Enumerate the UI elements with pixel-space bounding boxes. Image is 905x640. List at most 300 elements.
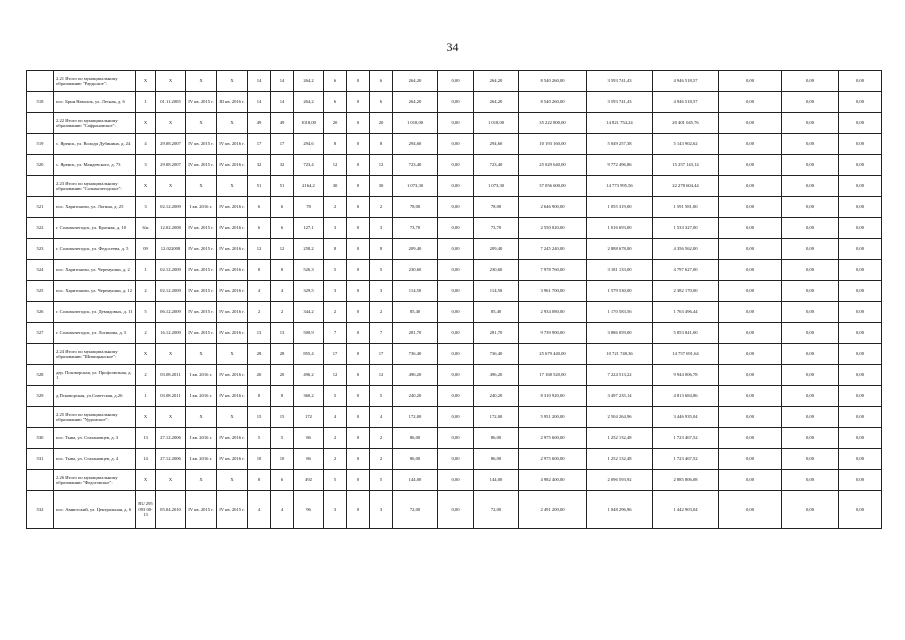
table-cell: 20 [370,113,393,134]
table-cell: 8 310 920,00 [519,386,587,407]
table-cell: 0,00 [438,344,474,365]
subtotal-row [27,176,882,197]
table-cell: 86,00 [393,428,438,449]
table-cell: 736,40 [393,344,438,365]
table-cell: 02.12.2009 [156,197,186,218]
table-cell: 4 946 518,57 [653,71,719,92]
table-cell: 5 951 200,00 [519,407,587,428]
table-cell: 01.11.2005 [156,92,186,113]
table-cell: 0,00 [719,92,782,113]
table-cell: 294,6 [294,134,324,155]
table-cell: 723,40 [393,155,438,176]
table-cell: 526 [27,302,54,323]
table-cell: I кв. 2016 г. [186,428,217,449]
table-row [27,218,882,239]
table-cell [27,71,54,92]
table-cell: 0,00 [438,176,474,197]
table-cell: 0,00 [438,113,474,134]
table-cell: 7 224 513,22 [587,365,653,386]
table-cell: 1 [136,92,156,113]
table-cell: 0,00 [782,428,839,449]
table-cell: 4 [324,407,347,428]
table-cell: 281,70 [393,323,438,344]
table-cell: 0,00 [782,92,839,113]
table-cell: 520 [27,155,54,176]
address-cell: с. Яренск, ул. Мандевского, д. 73 [54,155,136,176]
table-cell: 0 [347,491,370,529]
table-cell: 0,00 [782,449,839,470]
table-cell: X [136,176,156,197]
table-cell: 230,60 [474,260,519,281]
table-cell: 258,2 [294,239,324,260]
table-cell: 49 [248,113,271,134]
table-cell: 13 [248,323,271,344]
table-cell: 531 [27,449,54,470]
table-cell: 2 888 678,00 [587,239,653,260]
table-cell: 5 [324,470,347,491]
table-cell: X [186,113,217,134]
table-cell: 1 252 132,48 [587,428,653,449]
table-cell: 0,00 [719,260,782,281]
table-row [27,323,882,344]
table-cell: 14 [248,92,271,113]
table-cell: X [156,344,186,365]
table-cell: 5 [248,428,271,449]
table-cell: RU 295 093 00-13 [136,491,156,529]
address-cell: 2.23 Итого по муниципальному образованию "Сольвычегодское": [54,176,136,197]
table-cell: 9 772 496,86 [587,155,653,176]
table-cell: 4 [271,281,294,302]
table-cell: 0,00 [719,428,782,449]
table-cell: 0,00 [839,344,882,365]
table-cell: 17 [370,344,393,365]
table-cell: 496,20 [474,365,519,386]
table-cell: X [136,344,156,365]
table-cell: 8 [271,260,294,281]
table-cell: 1 442 903,04 [653,491,719,529]
table-cell: 0 [347,281,370,302]
table-cell: 2 [370,302,393,323]
table-cell: 3 [370,281,393,302]
table-cell: 30 [370,176,393,197]
table-cell: 72,00 [393,491,438,529]
table-cell: 32 [271,155,294,176]
table-cell: 35 222 800,00 [519,113,587,134]
table-cell: 0,00 [719,449,782,470]
table-cell: 14 [271,71,294,92]
table-cell: 521 [27,197,54,218]
table-cell: 0,00 [719,302,782,323]
table-cell: X [156,407,186,428]
table-cell: 28 [248,344,271,365]
table-cell: 329,5 [294,281,324,302]
table-cell: X [217,470,248,491]
table-cell: 528 [27,365,54,386]
table-cell: 0 [347,323,370,344]
table-cell [27,113,54,134]
table-cell: X [156,71,186,92]
table-cell: X [136,407,156,428]
table-cell: 2 [248,302,271,323]
table-cell: 4 [136,134,156,155]
table-cell: 0 [347,386,370,407]
table-cell: 32 [248,155,271,176]
table-cell: 240,20 [393,386,438,407]
table-cell: 230,60 [393,260,438,281]
table-cell: 29.08.2007 [156,134,186,155]
table-cell: X [217,407,248,428]
address-cell: г. Сольвычегодск, ул. Федосеева, д. 5 [54,239,136,260]
table-cell [27,470,54,491]
table-cell: 85,40 [474,302,519,323]
table-cell: X [186,71,217,92]
table-cell: 1 018,00 [474,113,519,134]
table-cell: 0,00 [438,428,474,449]
table-cell: 6 [370,71,393,92]
table-cell: 12 [370,365,393,386]
table-cell: X [186,344,217,365]
table-cell: 0,00 [839,428,882,449]
address-cell: пос. Харитоново, ул. Черемушки, д. 2 [54,260,136,281]
table-cell: 1 [136,386,156,407]
table-cell: 114,50 [393,281,438,302]
table-cell: 0,00 [438,302,474,323]
page-number: 34 [446,40,459,54]
table-cell: 25 679 440,00 [519,344,587,365]
table-cell: 8 [370,239,393,260]
table-cell: 12.02.2008 [156,218,186,239]
table-cell: 527 [27,323,54,344]
table-cell: 1 016 693,00 [587,218,653,239]
table-cell: 2 [370,449,393,470]
table-cell: 522 [27,218,54,239]
table-cell: 518 [27,92,54,113]
table-cell: 3 886 059,00 [587,323,653,344]
table-cell: 2 [136,281,156,302]
table-cell: 0,00 [839,386,882,407]
table-cell: 12 [324,365,347,386]
table-cell: 78,00 [474,197,519,218]
table-cell: IV кв. 2015 г. [186,281,217,302]
table-cell: III кв. 2016 г. [217,92,248,113]
table-cell: IV кв. 2015 г. [186,302,217,323]
address-cell: г. Сольвычегодск, ул. Красная, д. 10 [54,218,136,239]
table-cell: IV кв. 2016 г. [217,155,248,176]
table-cell: 8 [248,386,271,407]
table-row [27,260,882,281]
table-cell: 1 533 327,00 [653,218,719,239]
table-cell: 0,00 [839,92,882,113]
table-cell: IV кв. 2015 г. [186,239,217,260]
table-cell: 492 [294,470,324,491]
table-cell: 5 [370,470,393,491]
table-cell: 0,00 [438,470,474,491]
table-cell: 20 401 045,76 [653,113,719,134]
table-cell: 526,3 [294,260,324,281]
table-cell: 4 813 684,86 [653,386,719,407]
table-cell: 1 591 581,00 [653,197,719,218]
table-cell: 20 [248,365,271,386]
table-cell: 532 [27,491,54,529]
table-row [27,281,882,302]
table-cell: 5 143 902,62 [653,134,719,155]
table-cell: 25 029 640,00 [519,155,587,176]
table-cell: 264,20 [393,92,438,113]
table-cell: 0 [347,260,370,281]
table-cell: X [217,71,248,92]
table-cell: 86 [294,449,324,470]
table-cell: 30 [324,176,347,197]
table-cell: 0,00 [782,344,839,365]
table-row [27,197,882,218]
table-cell: 2 [370,197,393,218]
table-cell: 0,00 [438,365,474,386]
table-cell: 49 [271,113,294,134]
table-cell: 20 [271,365,294,386]
table-cell: X [136,470,156,491]
table-cell: IV кв. 2016 г. [217,134,248,155]
table-cell: 144,00 [474,470,519,491]
table-cell: 1 048 296,96 [587,491,653,529]
table-cell: 7 [324,323,347,344]
table-cell: 0,00 [719,134,782,155]
table-cell: 2 [324,449,347,470]
address-cell: д.Псковорская, ул.Советская, д.26 [54,386,136,407]
table-cell: 20 [324,113,347,134]
table-cell: 0,00 [782,176,839,197]
table-cell: 6 [370,92,393,113]
table-cell: 0,00 [438,134,474,155]
table-cell: 0 [347,344,370,365]
table-cell: 4 356 562,00 [653,239,719,260]
table-cell: 0,00 [839,239,882,260]
table-cell: 51 [248,176,271,197]
table-cell: IV кв. 2016 г. [217,365,248,386]
address-cell: г. Сольвычегодск, ул. Логинова, д. 5 [54,323,136,344]
table-cell: 0,00 [719,155,782,176]
table-cell: 2 491 200,00 [519,491,587,529]
table-cell: 0,00 [719,323,782,344]
table-cell: I кв. 2016 г. [186,386,217,407]
address-cell: 2.21 Итого по муниципальному образованию "Раудьское": [54,71,136,92]
table-cell: 27.12.2006 [156,428,186,449]
table-cell: 2 550 020,00 [519,218,587,239]
table-cell: 05.04.2010 [156,491,186,529]
table-cell: 5 [370,260,393,281]
table-cell: 264,20 [393,71,438,92]
table-cell: 0,00 [782,407,839,428]
table-cell: 16.12.2009 [156,323,186,344]
table-cell: 10 193 160,00 [519,134,587,155]
address-cell: 2.25 Итого по муниципальному образованию "Урдомское": [54,407,136,428]
table-cell: X [156,113,186,134]
table-cell: 0,00 [438,386,474,407]
subtotal-row [27,113,882,134]
table-cell: 7 978 760,00 [519,260,587,281]
table-cell: IV кв. 2016 г. [217,449,248,470]
table-cell: 0,00 [782,260,839,281]
table-cell: 7 245 240,00 [519,239,587,260]
table-cell: 114,50 [474,281,519,302]
table-row [27,155,882,176]
table-cell: 2 975 600,00 [519,449,587,470]
table-cell: 0 [347,134,370,155]
address-cell: пос. Тыва, ул. Стахановцев, д. 3 [54,428,136,449]
table-cell: IV кв. 2016 г. [217,323,248,344]
table-cell: 127,1 [294,218,324,239]
table-cell: 0,00 [438,260,474,281]
table-cell: 0,00 [438,407,474,428]
table-cell: 3 181 133,00 [587,260,653,281]
table-cell: 2 885 806,08 [653,470,719,491]
table-cell: 0,00 [782,71,839,92]
table-cell: 496,2 [294,365,324,386]
table-cell: 0,00 [782,491,839,529]
table-cell: 0,00 [782,134,839,155]
table-cell: 0,00 [719,386,782,407]
table-cell: 0,00 [719,113,782,134]
table-row [27,428,882,449]
table-cell: 530 [27,428,54,449]
table-cell: 0,00 [782,365,839,386]
address-cell: пос. Харитоново, ул. Черемушки, д. 12 [54,281,136,302]
table-cell: 5 [271,428,294,449]
table-cell [27,176,54,197]
table-cell: 17 [271,134,294,155]
table-cell: 4 982 400,00 [519,470,587,491]
table-cell: 72,00 [474,491,519,529]
table-cell: IV кв. 2016 г. [217,428,248,449]
table-cell: 13 [271,323,294,344]
table-cell: IV кв. 2016 г. [217,197,248,218]
table-cell: 6 [248,197,271,218]
table-cell: 855,4 [294,344,324,365]
table-cell: 1 170 583,56 [587,302,653,323]
table-cell: X [186,407,217,428]
table-cell: IV кв. 2015 г. [186,323,217,344]
table-cell: IV кв. 2016 г. [217,218,248,239]
table-cell: 0,00 [719,281,782,302]
table-cell: 85,40 [393,302,438,323]
table-cell: IV кв. 2016 г. [217,239,248,260]
table-cell: 0,00 [719,239,782,260]
table-cell: 12.022008 [156,239,186,260]
table-row [27,449,882,470]
table-cell: 1 [136,260,156,281]
table-cell: 6 [324,71,347,92]
table-cell: 28 [271,344,294,365]
table-cell: 15 [271,407,294,428]
table-cell: 8 [248,260,271,281]
table-cell: 2 [136,323,156,344]
table-cell: 10 [248,449,271,470]
table-cell: 15 [248,407,271,428]
table-cell: 10 721 748,36 [587,344,653,365]
table-cell: 344,2 [294,302,324,323]
table-cell: 0 [347,449,370,470]
table-cell: 0,00 [839,260,882,281]
table-cell: 0 [347,176,370,197]
table-cell: 8 540 260,00 [519,71,587,92]
table-cell: 0,00 [839,71,882,92]
table-cell: 5 853 841,00 [653,323,719,344]
table-cell: 0,00 [839,302,882,323]
address-cell: 2.24 Итого по муниципальному образованию "Шипицынское": [54,344,136,365]
table-cell: 73,70 [393,218,438,239]
table-cell: 1 073,30 [393,176,438,197]
table-cell: 14 821 754,24 [587,113,653,134]
table-cell: 1 055 319,00 [587,197,653,218]
table-cell: 8 [324,239,347,260]
table-cell: 12 [370,155,393,176]
address-cell: 2.26 Итого по муниципальному образованию "Федоговское": [54,470,136,491]
table-cell: 1 252 132,48 [587,449,653,470]
table-cell: 0,00 [719,407,782,428]
table-cell: IV кв. 2015 г. [186,218,217,239]
table-cell: 0,00 [782,281,839,302]
table-cell: 0 [347,470,370,491]
table-cell: 0,00 [719,218,782,239]
table-cell: IV кв. 2015 г. [217,491,248,529]
subtotal-row [27,71,882,92]
table-cell: 496,20 [393,365,438,386]
table-cell: 51 [271,176,294,197]
table-cell: 13 [136,428,156,449]
table-cell: 264,20 [474,92,519,113]
table-cell: 29.08.2007 [156,155,186,176]
table-cell: 14 [248,71,271,92]
table-cell: I кв. 2016 г. [186,365,217,386]
table-cell: 264,2 [294,92,324,113]
table-cell: 0 [347,218,370,239]
table-cell: IV кв. 2015 г. [186,260,217,281]
table-cell: IV кв. 2016 г. [217,281,248,302]
table-cell: 0,00 [782,113,839,134]
table-cell: 0,00 [839,407,882,428]
table-cell: 12 [248,239,271,260]
table-cell: X [217,113,248,134]
table-cell: 15 257 143,14 [653,155,719,176]
table-cell: 736,40 [474,344,519,365]
table-cell: 3 593 741,43 [587,71,653,92]
subtotal-row [27,407,882,428]
table-cell: 0 [347,71,370,92]
table-cell: I кв. 2016 г. [186,197,217,218]
table-cell: 0,00 [782,218,839,239]
table-cell: 0,00 [438,92,474,113]
table-row [27,491,882,529]
table-cell: 0,00 [719,176,782,197]
table-cell: X [217,344,248,365]
table-cell: 144,00 [393,470,438,491]
table-body [27,71,882,529]
table-cell: 1 763 496,44 [653,302,719,323]
table-cell: X [136,113,156,134]
table-cell: 5 049 257,38 [587,134,653,155]
table-cell: 2 934 080,00 [519,302,587,323]
table-cell: 0,00 [839,365,882,386]
address-cell: с. Яренск, ул. Володи Дубинина, д. 24 [54,134,136,155]
table-cell: 172 [294,407,324,428]
table-cell: 360,2 [294,386,324,407]
table-cell: 2 [136,365,156,386]
table-cell: 8 [271,386,294,407]
table-cell: 17 [324,344,347,365]
table-cell: 294,60 [393,134,438,155]
table-cell: 0,00 [719,71,782,92]
table-cell: 1 723 467,52 [653,449,719,470]
table-cell: 0,00 [782,239,839,260]
